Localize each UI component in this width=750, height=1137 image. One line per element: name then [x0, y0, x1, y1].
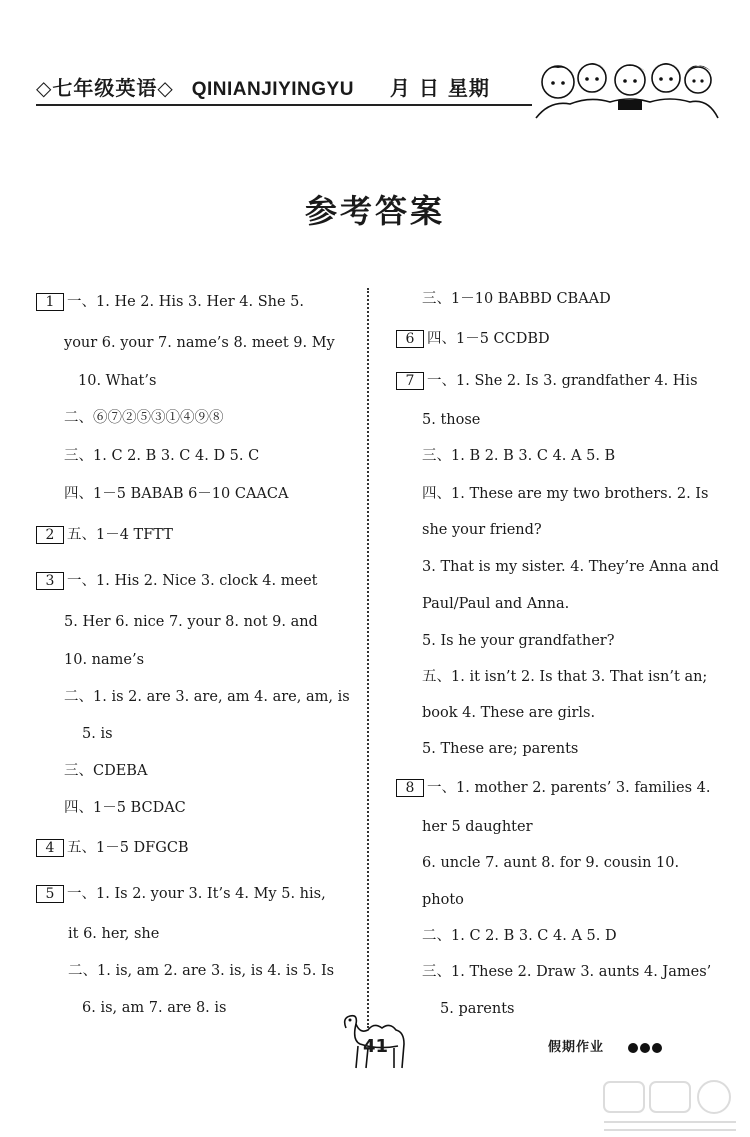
answer-line: 5. These are; parents [422, 741, 579, 757]
answer-line: 五、1. it isn’t 2. Is that 3. That isn’t an; [422, 669, 708, 685]
answer-line: 6 四、1－5 CCDBD [396, 330, 550, 348]
answer-line: 5 一、1. Is 2. your 3. It’s 4. My 5. his, [36, 885, 326, 903]
answer-line: 8 一、1. mother 2. parents’ 3. families 4. [396, 779, 711, 797]
bullet-dot [652, 1043, 662, 1053]
answer-line: 5. those [422, 412, 481, 428]
answer-line: 3 一、1. His 2. Nice 3. clock 4. meet [36, 572, 318, 590]
book-title-pinyin: QINIANJIYINGYU [191, 79, 354, 100]
answer-line: 5. parents [440, 1001, 515, 1017]
answer-line: 四、1－5 BABAB 6－10 CAACA [64, 486, 289, 502]
section-number-box: 1 [36, 293, 64, 311]
answer-line: 10. What’s [78, 373, 157, 389]
answer-line: Paul/Paul and Anna. [422, 596, 570, 612]
answer-line: 二、1. C 2. B 3. C 4. A 5. D [422, 928, 617, 944]
answer-line: 二、1. is 2. are 3. are, am 4. are, am, is [64, 689, 350, 705]
answer-line: 2 五、1－4 TFTT [36, 526, 173, 544]
page-title: 参考答案 [304, 192, 445, 230]
answer-line: her 5 daughter [422, 819, 533, 835]
answer-line: 三、1. C 2. B 3. C 4. D 5. C [64, 448, 260, 464]
section-number-box: 5 [36, 885, 64, 903]
running-header [36, 72, 490, 101]
answer-line: 4 五、1－5 DFGCB [36, 839, 189, 857]
answer-line: 5. is [82, 726, 113, 742]
date-label: 月 日 星期 [389, 76, 490, 100]
answer-line: 6. uncle 7. aunt 8. for 9. cousin 10. [422, 855, 680, 871]
answer-line: book 4. These are girls. [422, 705, 596, 721]
answer-line: she your friend? [422, 522, 542, 538]
answer-line: 三、CDEBA [64, 763, 148, 779]
answer-line: 四、1. These are my two brothers. 2. Is [422, 486, 709, 502]
answer-line: 7 一、1. She 2. Is 3. grandfather 4. His [396, 372, 698, 390]
answer-line: 10. name’s [64, 652, 145, 668]
answer-line: 6. is, am 7. are 8. is [82, 1000, 227, 1016]
book-title: ◇七年级英语◇ [36, 76, 174, 100]
answer-line: 3. That is my sister. 4. They’re Anna and [422, 559, 719, 575]
answer-line: it 6. her, she [68, 926, 160, 942]
page-number: 41 [363, 1036, 389, 1057]
answer-line: 二、1. is, am 2. are 3. is, is 4. is 5. Is [68, 963, 335, 979]
bullet-dot [640, 1043, 650, 1053]
header-rule [36, 104, 532, 106]
answer-line: 三、1－10 BABBD CBAAD [422, 291, 611, 307]
answer-line: 1 一、1. He 2. His 3. Her 4. She 5. [36, 293, 304, 311]
watermark-logo [600, 1078, 740, 1134]
footer-dots [628, 1038, 664, 1057]
answer-line: photo [422, 892, 464, 908]
section-number-box: 7 [396, 372, 424, 390]
header-children-illustration [530, 56, 720, 120]
answer-line: 二、⑥⑦②⑤③①④⑨⑧ [64, 410, 224, 426]
answer-line: 三、1. These 2. Draw 3. aunts 4. James’ [422, 964, 712, 980]
section-number-box: 4 [36, 839, 64, 857]
answer-line: your 6. your 7. name’s 8. meet 9. My [64, 335, 335, 351]
section-number-box: 8 [396, 779, 424, 797]
section-number-box: 3 [36, 572, 64, 590]
answer-line: 5. Is he your grandfather? [422, 633, 615, 649]
section-number-box: 6 [396, 330, 424, 348]
section-number-box: 2 [36, 526, 64, 544]
answer-line: 三、1. B 2. B 3. C 4. A 5. B [422, 448, 616, 464]
answer-line: 5. Her 6. nice 7. your 8. not 9. and [64, 614, 318, 630]
footer-series-label: 假期作业 [548, 1040, 605, 1055]
bullet-dot [628, 1043, 638, 1053]
answer-line: 四、1－5 BCDAC [64, 800, 186, 816]
column-divider [367, 288, 369, 1028]
